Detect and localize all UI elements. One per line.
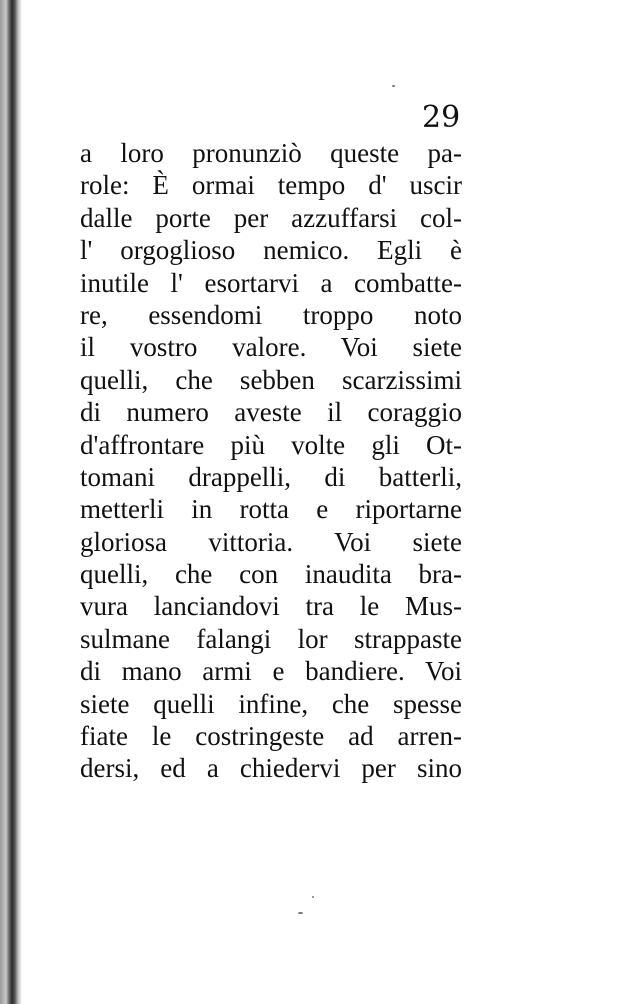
paper-speck bbox=[298, 912, 303, 914]
text-line: inutile l' esortarvi a combatte- bbox=[80, 267, 462, 298]
page-binding-edge bbox=[0, 0, 22, 1004]
body-text bbox=[80, 137, 462, 785]
text-line: role: È ormai tempo d' uscir bbox=[80, 170, 462, 201]
text-line: il vostro valore. Voi siete bbox=[80, 332, 462, 363]
text-line: fiate le costringeste ad arren- bbox=[80, 721, 462, 752]
paper-speck bbox=[392, 85, 395, 87]
text-line: siete quelli infine, che spesse bbox=[80, 688, 462, 719]
text-line: vura lanciandovi tra le Mus- bbox=[80, 591, 462, 622]
text-line: d'affrontare più volte gli Ot- bbox=[80, 429, 462, 460]
text-line: re, essendomi troppo noto bbox=[80, 299, 462, 330]
text-line: di numero aveste il coraggio bbox=[80, 397, 462, 428]
text-line: di mano armi e bandiere. Voi bbox=[80, 656, 462, 687]
text-line: dalle porte per azzuffarsi col- bbox=[80, 202, 462, 233]
text-line: dersi, ed a chiedervi per sino bbox=[80, 753, 462, 784]
page-number: 29 bbox=[422, 100, 461, 135]
text-line: quelli, che con inaudita bra- bbox=[80, 559, 462, 590]
text-line: sulmane falangi lor strappaste bbox=[80, 623, 462, 654]
text-line: gloriosa vittoria. Voi siete bbox=[80, 526, 462, 557]
text-line: metterli in rotta e riportarne bbox=[80, 494, 462, 525]
text-line: quelli, che sebben scarzissimi bbox=[80, 364, 462, 395]
text-line: l' orgoglioso nemico. Egli è bbox=[80, 235, 462, 266]
text-line: tomani drappelli, di batterli, bbox=[80, 461, 462, 492]
text-line: a loro pronunziò queste pa- bbox=[80, 138, 462, 168]
paper-speck bbox=[312, 896, 314, 898]
